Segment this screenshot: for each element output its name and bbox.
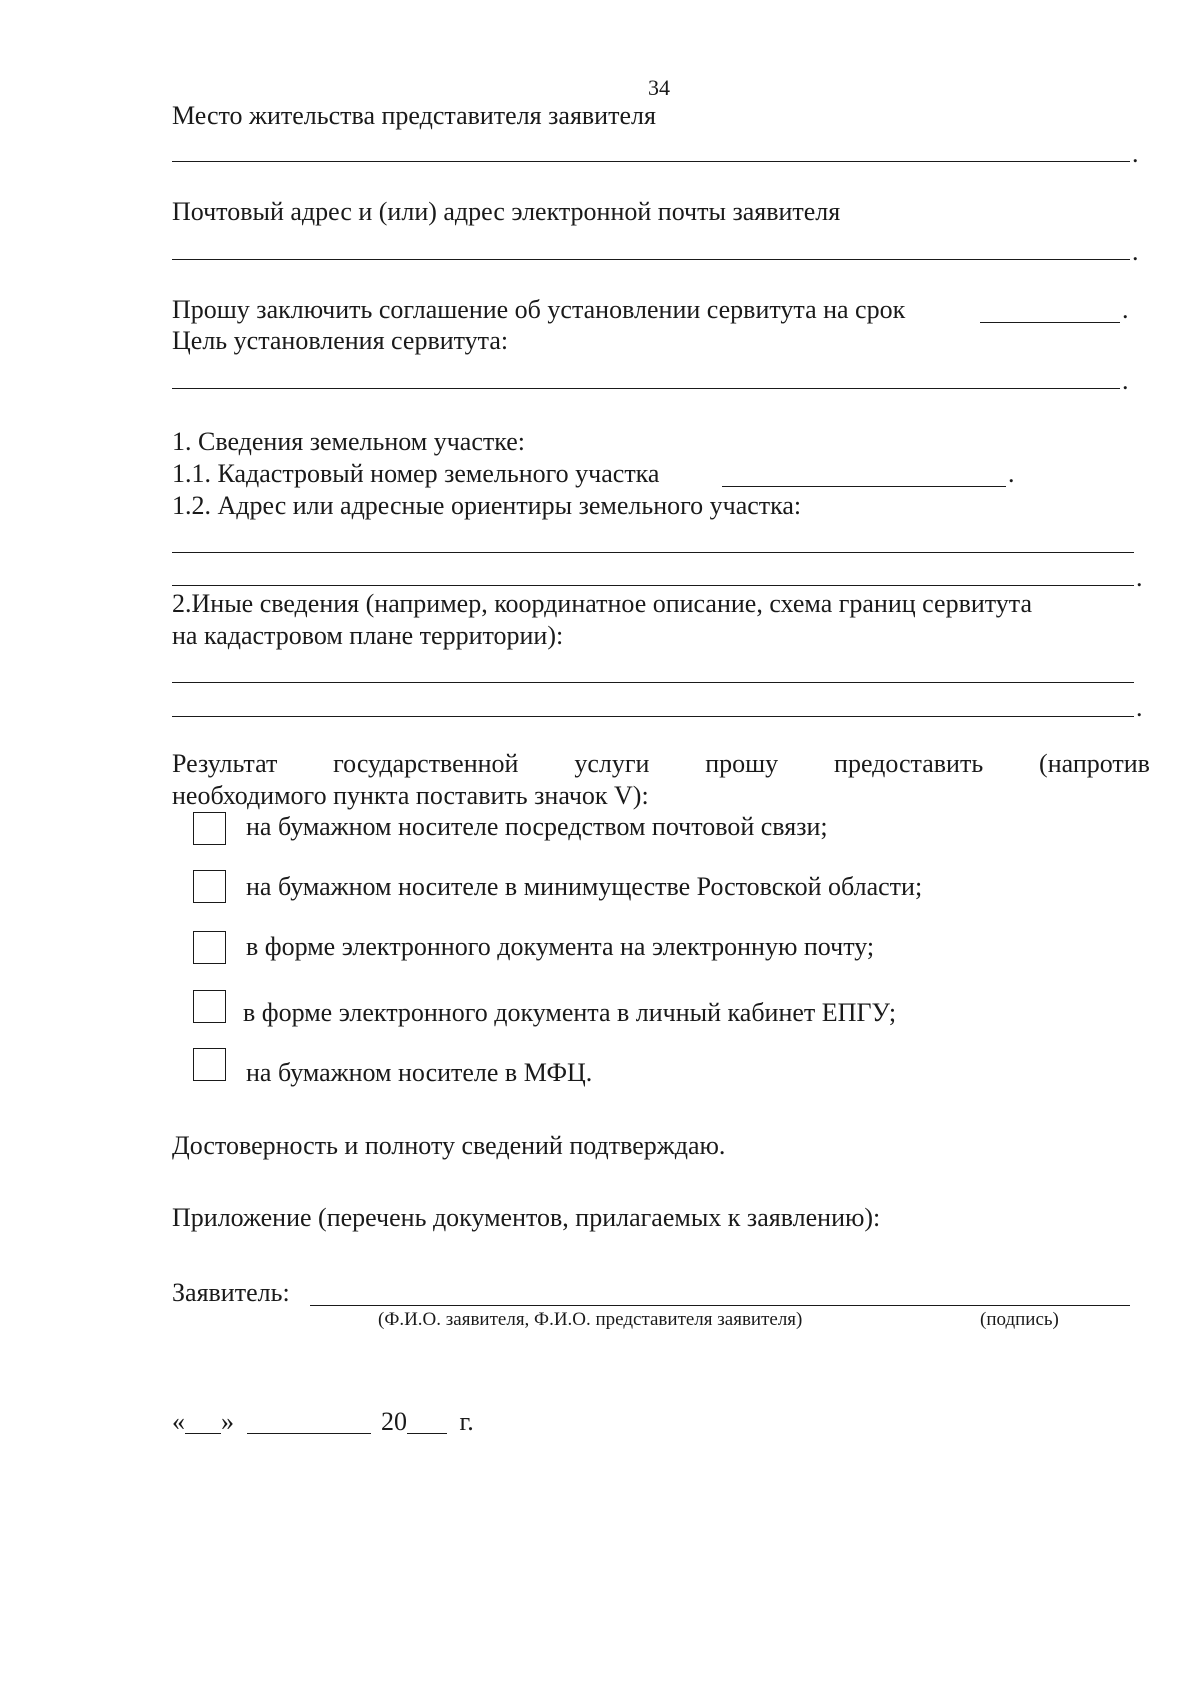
date-year-suffix: г. [459,1407,474,1436]
land-address-label: 1.2. Адрес или адресные ориентиры земельного участка: [172,491,802,520]
page-number: 34 [648,75,670,100]
rep-residence-end: . [1132,139,1139,168]
cadastral-line[interactable] [722,486,1006,487]
option-label-email: в форме электронного документа на электронную почту; [246,932,875,961]
cadastral-label: 1.1. Кадастровый номер земельного участка [172,459,660,488]
postal-address-label: Почтовый адрес и (или) адрес электронной почты заявителя [172,197,841,226]
result-word: государственной [333,749,519,778]
postal-address-end: . [1132,237,1139,266]
result-word: прошу [705,749,779,778]
servitude-request-end: . [1122,295,1129,324]
option-label-ministry: на бумажном носителе в минимуществе Ростовской области; [246,872,923,901]
result-word: Результат [172,749,278,778]
attachment-label: Приложение (перечень документов, прилагаемых к заявлению): [172,1203,881,1232]
result-word: (напротив [1039,749,1150,778]
servitude-request-text: Прошу заключить соглашение об установлении сервитута на срок [172,295,906,324]
result-intro-line-1 [172,748,1150,780]
cadastral-end: . [1008,459,1015,488]
servitude-term-line[interactable] [980,322,1120,323]
postal-address-line[interactable] [172,259,1130,260]
other-info-end: . [1136,693,1143,722]
servitude-purpose-line[interactable] [172,388,1120,389]
land-address-end: . [1136,563,1143,592]
date-day-blank[interactable] [185,1407,221,1434]
applicant-label: Заявитель: [172,1278,290,1307]
option-checkbox-epgu[interactable] [193,990,226,1023]
applicant-sign-caption: (подпись) [980,1309,1059,1330]
applicant-signature-line[interactable] [310,1305,1130,1306]
option-checkbox-email[interactable] [193,931,226,964]
result-intro-line-2: необходимого пункта поставить значок V): [172,781,649,810]
date-line [172,1406,474,1438]
result-word: услуги [574,749,650,778]
option-label-postal: на бумажном носителе посредством почтовой связи; [246,812,828,841]
date-year-prefix: 20 [381,1407,407,1436]
result-word: предоставить [834,749,984,778]
confirmation-text: Достоверность и полноту сведений подтверждаю. [172,1131,726,1160]
land-heading: 1. Сведения земельном участке: [172,427,525,456]
option-checkbox-ministry[interactable] [193,870,226,903]
rep-residence-label: Место жительства представителя заявителя [172,101,656,130]
rep-residence-line[interactable] [172,161,1130,162]
other-info-line-b[interactable] [172,716,1134,717]
option-checkbox-postal[interactable] [193,812,226,845]
servitude-purpose-end: . [1122,366,1129,395]
date-month-blank[interactable] [247,1407,371,1434]
servitude-purpose-label: Цель установления сервитута: [172,326,509,355]
applicant-name-caption: (Ф.И.О. заявителя, Ф.И.О. представителя заявителя) [378,1309,803,1330]
date-open-quote: « [172,1407,185,1436]
option-label-mfc: на бумажном носителе в МФЦ. [246,1058,593,1087]
land-address-line-1[interactable] [172,552,1134,553]
other-info-line-a[interactable] [172,682,1134,683]
other-info-line-1: 2.Иные сведения (например, координатное описание, схема границ сервитута [172,589,1033,618]
other-info-line-2: на кадастровом плане территории): [172,621,564,650]
option-label-epgu: в форме электронного документа в личный кабинет ЕПГУ; [243,998,897,1027]
land-address-line-2[interactable] [172,585,1134,586]
option-checkbox-mfc[interactable] [193,1048,226,1081]
date-year-blank[interactable] [407,1407,447,1434]
date-close-quote: » [221,1407,234,1436]
